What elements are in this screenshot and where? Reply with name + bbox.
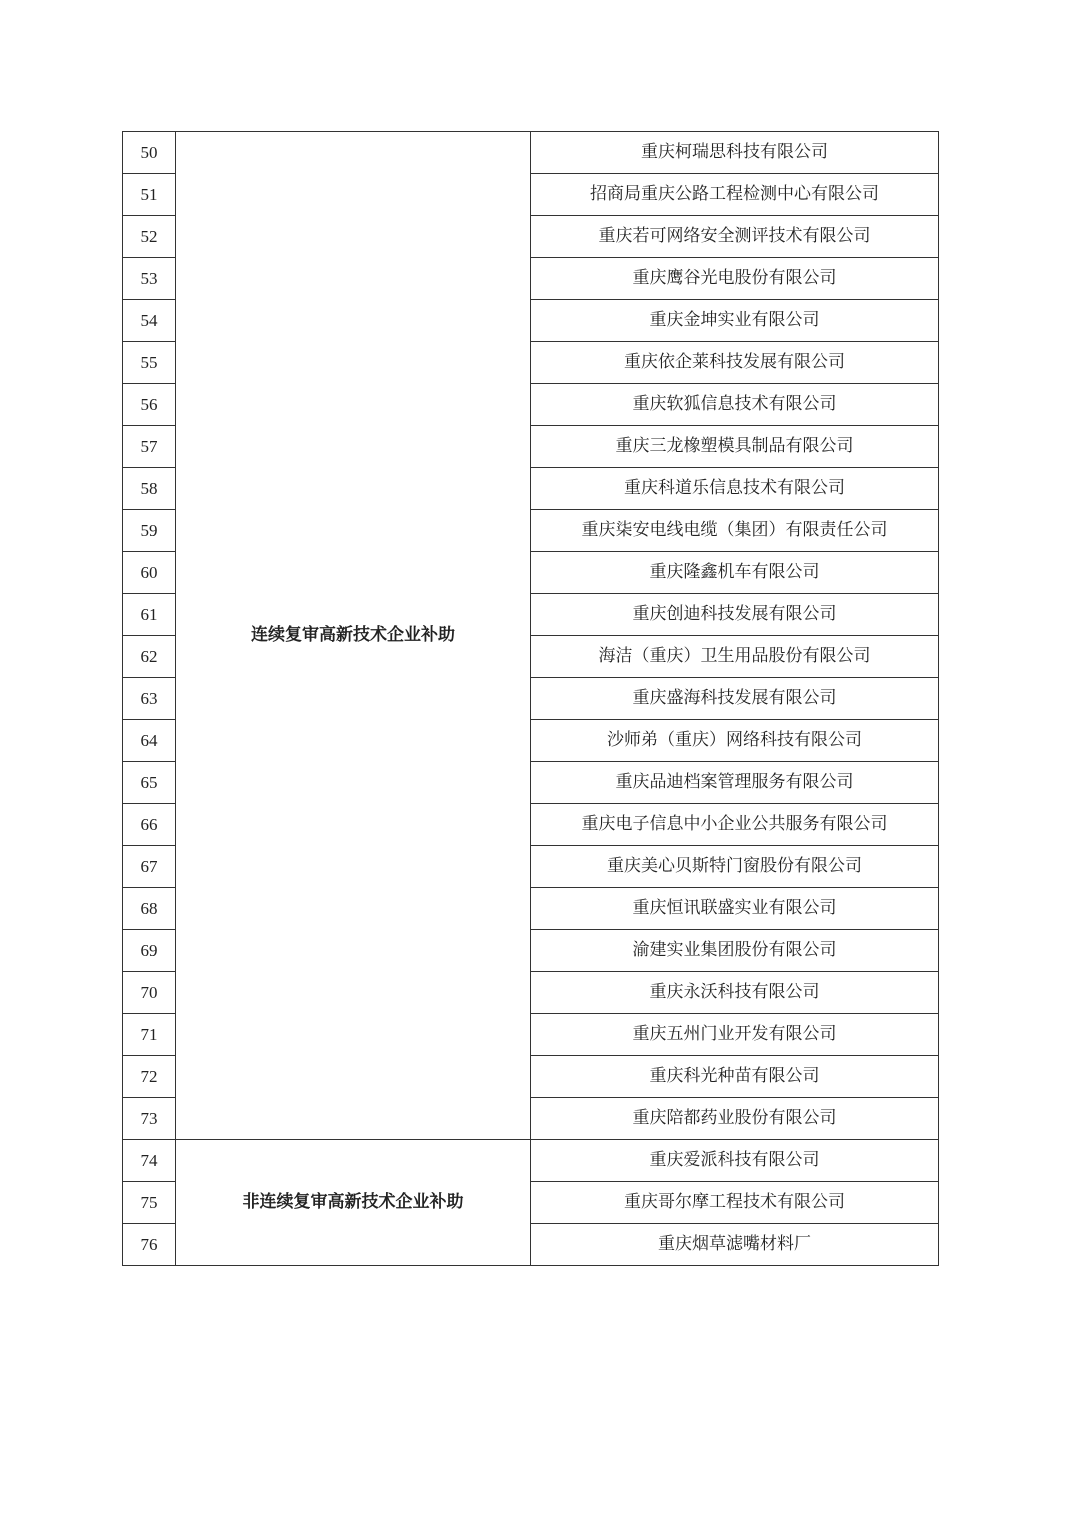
company-name: 沙师弟（重庆）网络科技有限公司 (531, 720, 939, 762)
row-number: 59 (123, 510, 176, 552)
row-number: 54 (123, 300, 176, 342)
company-name: 重庆电子信息中小企业公共服务有限公司 (531, 804, 939, 846)
company-name: 重庆软狐信息技术有限公司 (531, 384, 939, 426)
row-number: 68 (123, 888, 176, 930)
row-number: 56 (123, 384, 176, 426)
row-number: 73 (123, 1098, 176, 1140)
company-name: 重庆五州门业开发有限公司 (531, 1014, 939, 1056)
company-name: 重庆鹰谷光电股份有限公司 (531, 258, 939, 300)
table-body (123, 132, 939, 1266)
row-number: 69 (123, 930, 176, 972)
company-name: 重庆柒安电线电缆（集团）有限责任公司 (531, 510, 939, 552)
row-number: 55 (123, 342, 176, 384)
category-cell: 非连续复审高新技术企业补助 (176, 1140, 531, 1266)
company-name: 渝建实业集团股份有限公司 (531, 930, 939, 972)
company-name: 海洁（重庆）卫生用品股份有限公司 (531, 636, 939, 678)
company-name: 招商局重庆公路工程检测中心有限公司 (531, 174, 939, 216)
company-name: 重庆品迪档案管理服务有限公司 (531, 762, 939, 804)
company-name: 重庆科道乐信息技术有限公司 (531, 468, 939, 510)
subsidy-table (122, 131, 939, 1266)
company-name: 重庆陪都药业股份有限公司 (531, 1098, 939, 1140)
company-name: 重庆依企莱科技发展有限公司 (531, 342, 939, 384)
row-number: 50 (123, 132, 176, 174)
company-name: 重庆若可网络安全测评技术有限公司 (531, 216, 939, 258)
row-number: 53 (123, 258, 176, 300)
company-name: 重庆恒讯联盛实业有限公司 (531, 888, 939, 930)
row-number: 51 (123, 174, 176, 216)
company-name: 重庆爱派科技有限公司 (531, 1140, 939, 1182)
row-number: 74 (123, 1140, 176, 1182)
company-name: 重庆盛海科技发展有限公司 (531, 678, 939, 720)
row-number: 58 (123, 468, 176, 510)
company-name: 重庆金坤实业有限公司 (531, 300, 939, 342)
company-name: 重庆科光种苗有限公司 (531, 1056, 939, 1098)
company-name: 重庆美心贝斯特门窗股份有限公司 (531, 846, 939, 888)
row-number: 67 (123, 846, 176, 888)
row-number: 65 (123, 762, 176, 804)
company-name: 重庆创迪科技发展有限公司 (531, 594, 939, 636)
row-number: 70 (123, 972, 176, 1014)
table-row (123, 1140, 939, 1182)
row-number: 57 (123, 426, 176, 468)
row-number: 72 (123, 1056, 176, 1098)
row-number: 64 (123, 720, 176, 762)
category-cell: 连续复审高新技术企业补助 (176, 132, 531, 1140)
row-number: 52 (123, 216, 176, 258)
company-name: 重庆三龙橡塑模具制品有限公司 (531, 426, 939, 468)
row-number: 75 (123, 1182, 176, 1224)
table-row (123, 132, 939, 174)
company-name: 重庆柯瑞思科技有限公司 (531, 132, 939, 174)
row-number: 62 (123, 636, 176, 678)
company-name: 重庆烟草滤嘴材料厂 (531, 1224, 939, 1266)
company-name: 重庆隆鑫机车有限公司 (531, 552, 939, 594)
row-number: 66 (123, 804, 176, 846)
row-number: 60 (123, 552, 176, 594)
row-number: 63 (123, 678, 176, 720)
company-name: 重庆哥尔摩工程技术有限公司 (531, 1182, 939, 1224)
row-number: 61 (123, 594, 176, 636)
row-number: 76 (123, 1224, 176, 1266)
company-name: 重庆永沃科技有限公司 (531, 972, 939, 1014)
row-number: 71 (123, 1014, 176, 1056)
